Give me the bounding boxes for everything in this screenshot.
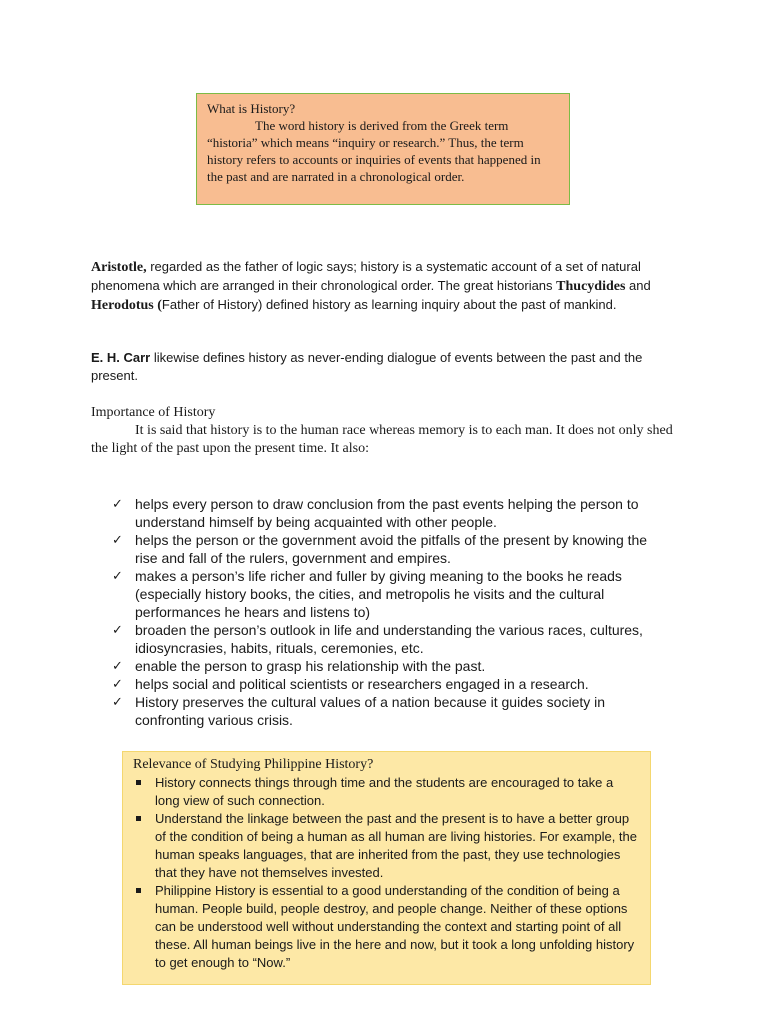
importance-intro: It is said that history is to the human race whereas memory is to each man. It does not only shed the light of the past upon the present time. It also:	[91, 423, 673, 456]
list-item-text: History connects things through time and the students are encouraged to take a long view of such connection.	[155, 775, 614, 808]
list-item	[112, 693, 672, 729]
checkmark-icon: ✓	[112, 622, 123, 637]
list-item	[112, 675, 672, 693]
list-item-text: helps the person or the government avoid the pitfalls of the present by knowing the rise and fall of the rulers, government and empires.	[135, 532, 648, 566]
list-item	[112, 567, 672, 621]
box-body: The word history is derived from the Greek term “historia” which means “inquiry or research.” Thus, the term history refers to accounts or inquiries of events that happened in the past and are narrated in a chronological order.	[207, 118, 541, 184]
what-is-history-box	[196, 93, 570, 205]
text: Father of History	[161, 297, 259, 312]
importance-section	[91, 404, 676, 458]
box-title: What is History?	[207, 101, 296, 116]
square-bullet-icon	[136, 888, 141, 893]
list-item	[133, 810, 640, 882]
name-carr: E. H. Carr	[91, 350, 151, 365]
text: regarded as the father of logic says; history is a systematic account of a set of natural phenomena which are arranged in their chronological order. The great historians	[91, 259, 641, 293]
importance-heading: Importance of History	[91, 405, 216, 420]
square-bullet-icon	[136, 816, 141, 821]
list-item	[112, 495, 672, 531]
list-item-text: History preserves the cultural values of a nation because it guides society in confronting various crisis.	[135, 694, 606, 728]
relevance-box	[122, 751, 651, 985]
checkmark-icon: ✓	[112, 694, 123, 709]
checkmark-icon: ✓	[112, 658, 123, 673]
list-item	[112, 657, 672, 675]
relevance-list	[133, 774, 640, 972]
checkmark-icon: ✓	[112, 496, 123, 511]
list-item-text: makes a person’s life richer and fuller by giving meaning to the books he reads (especially history books, the cities, and metropolis he visits and the cultural performances he hears and listens to)	[135, 568, 622, 620]
list-item	[112, 531, 672, 567]
name-thucydides: Thucydides	[556, 279, 626, 294]
list-item-text: enable the person to grasp his relationship with the past.	[135, 658, 486, 674]
checkmark-icon: ✓	[112, 532, 123, 547]
list-item-text: helps social and political scientists or researchers engaged in a research.	[135, 676, 589, 692]
aristotle-paragraph	[91, 258, 676, 315]
text: likewise defines history as never-ending dialogue of events between the past and the present.	[91, 350, 643, 383]
list-item-text: Understand the linkage between the past and the present is to have a better group of the condition of being a human as all human are living histories. For example, the human speaks languages, that are inherited from the past, they use technologies that they have not themselves invested.	[155, 811, 637, 880]
square-bullet-icon	[136, 780, 141, 785]
importance-list	[112, 495, 672, 729]
list-item-text: Philippine History is essential to a good understanding of the condition of being a human. People build, people destroy, and people change. Neither of these options can be understood well without understanding the context and starting point of all these. All human beings live in the here and now, but it took a long unfolding history to get enough to “Now.”	[155, 883, 635, 970]
carr-paragraph	[91, 349, 676, 385]
checkmark-icon: ✓	[112, 568, 123, 583]
text: ) defined history as learning inquiry about the past of mankind.	[258, 297, 617, 312]
list-item	[112, 621, 672, 657]
name-herodotus: Herodotus (	[91, 298, 162, 313]
list-item-text: broaden the person’s outlook in life and understanding the various races, cultures, idiosyncrasies, habits, rituals, ceremonies, etc.	[135, 622, 643, 656]
name-aristotle: Aristotle,	[91, 260, 147, 275]
checkmark-icon: ✓	[112, 676, 123, 691]
text: and	[625, 278, 651, 293]
list-item	[133, 882, 640, 972]
list-item-text: helps every person to draw conclusion from the past events helping the person to understand himself by being acquainted with other people.	[135, 496, 639, 530]
relevance-title: Relevance of Studying Philippine History?	[133, 757, 374, 772]
list-item	[133, 774, 640, 810]
